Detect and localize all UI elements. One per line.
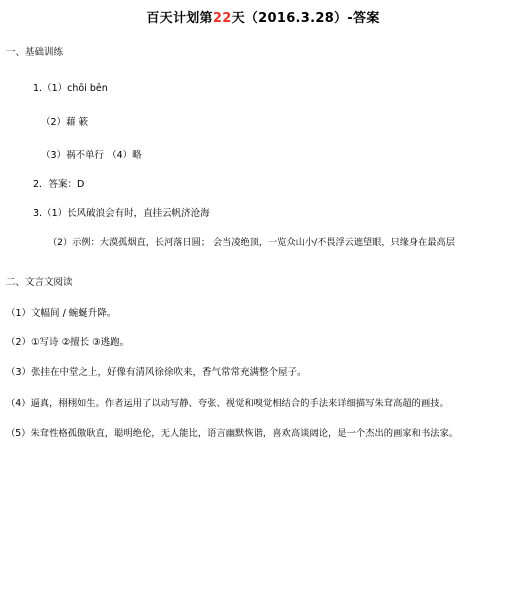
page-title bbox=[0, 11, 526, 27]
answer-1-3-4: （3）祸不单行 （4）略 bbox=[41, 150, 142, 161]
answer-1-1: 1.（1）chōi bēn bbox=[33, 83, 108, 94]
answer-3-1: 3.（1）长风破浪会有时，直挂云帆济沧海 bbox=[33, 208, 210, 219]
answer-1-2: （2）藉 簌 bbox=[41, 117, 89, 128]
reading-answer-1: （1）文幅间 / 蜿蜒升降。 bbox=[6, 308, 117, 319]
title-suffix: 天（2016.3.28）-答案 bbox=[231, 11, 380, 26]
section-heading-basic-training: 一、基础训练 bbox=[6, 47, 64, 58]
section-heading-classical-reading: 二、文言文阅读 bbox=[6, 277, 73, 288]
answer-3-2: （2）示例：大漠孤烟直，长河落日圆； 会当凌绝顶，一览众山小/不畏浮云遮望眼，只缘身在最高层 bbox=[48, 237, 455, 248]
answer-2: 2．答案：D bbox=[33, 179, 85, 190]
title-day-number: 22 bbox=[212, 11, 232, 26]
reading-answer-4: （4）逼真，栩栩如生。作者运用了以动写静、夸张、视觉和嗅觉相结合的手法来详细描写朱耷高超的画技。 bbox=[6, 398, 449, 409]
reading-answer-5: （5）朱耷性格孤傲耿直，聪明绝伦，无人能比，语言幽默恢谐，喜欢高谈阔论，是一个杰出的画家和书法家。 bbox=[6, 428, 459, 439]
title-prefix: 百天计划第 bbox=[146, 11, 213, 26]
reading-answer-2: （2）①写诗 ②擅长 ③逃跑。 bbox=[6, 337, 130, 348]
reading-answer-3: （3）张挂在中堂之上，好像有清风徐徐吹来，香气常常充满整个屋子。 bbox=[6, 367, 307, 378]
